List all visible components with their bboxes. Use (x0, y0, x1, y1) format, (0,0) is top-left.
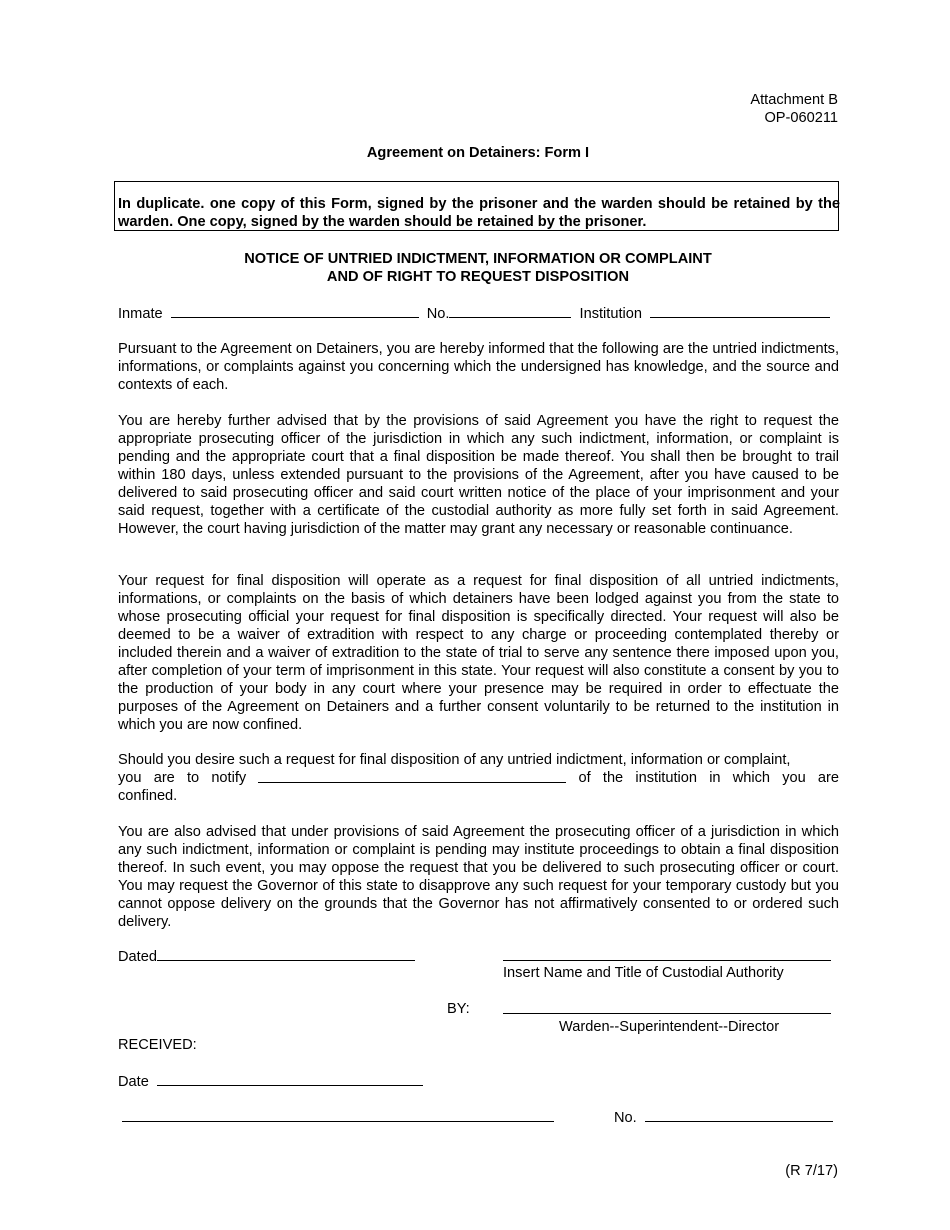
revision-code: (R 7/17) (785, 1163, 838, 1179)
inmate-blank[interactable] (171, 304, 419, 318)
received-number-label: No. (614, 1110, 637, 1126)
p4-word: you (782, 770, 806, 786)
received-number-blank[interactable] (645, 1108, 833, 1122)
p4-word: to (186, 770, 200, 786)
custodial-authority-caption: Insert Name and Title of Custodial Authority (503, 965, 784, 981)
p4-word: you (118, 770, 142, 786)
notice-title-line1: NOTICE OF UNTRIED INDICTMENT, INFORMATION OR COMPLAINT (244, 251, 712, 267)
date-field (118, 1072, 423, 1091)
instruction-box (114, 181, 839, 231)
paragraph-5: You are also advised that under provisions of said Agreement the prosecuting officer of a jurisdiction in which any such indictment, information or complaint is pending may institute proceedings to obtain a final disposition thereof. In such event, you may oppose the request that you be delivered to such prosecuting officer or court. You may request the Governor of this state to disapprove any such request for your temporary custody but you cannot oppose delivery on the grounds that the Governor has not affirmatively consented to or ordered such delivery. (118, 824, 839, 930)
warden-signature-blank[interactable] (503, 1000, 831, 1014)
paragraph-3: Your request for final disposition will operate as a request for final disposition of all untried indictments, informations, or complaints on the basis of which detainers have been lodged against you from the state to whose prosecuting official your request for final disposition is specifically directed. Your request will also be deemed to be a waiver of extradition with respect to any charge or proceeding contemplated thereby or included therein and a waiver of extradition to the state of trial to serve any sentence there imposed upon you, after completion of your term of imprisonment in this state. Your request will also constitute a consent by you to the production of your body in any court where your presence may be required in order to effectuate the purposes of the Agreement on Detainers and a further consent voluntarily to be returned to the institution in which you are now confined. (118, 573, 839, 733)
dated-field (118, 947, 415, 966)
custodial-authority-blank[interactable] (503, 947, 831, 961)
p4-word: which (732, 770, 771, 786)
p4-word: are (153, 770, 175, 786)
dated-label: Dated (118, 949, 157, 965)
received-number-field (614, 1108, 833, 1127)
number-label: No. (426, 306, 450, 322)
paragraph-4-line1: Should you desire such a request for final disposition of any untried indictment, information or complaint, (118, 752, 791, 768)
notice-title-line2: AND OF RIGHT TO REQUEST DISPOSITION (326, 269, 630, 285)
date-blank[interactable] (157, 1072, 423, 1086)
paragraph-1: Pursuant to the Agreement on Detainers, you are hereby informed that the following are the untried indictments, informations, or complaints against you concerning which the undersigned has knowledge, and the source and contexts of each. (118, 341, 839, 393)
received-label: RECEIVED: (118, 1037, 197, 1053)
form-title: Agreement on Detainers: Form I (366, 145, 590, 161)
p4-word: in (709, 770, 721, 786)
notify-blank[interactable] (258, 769, 566, 783)
date-label: Date (118, 1074, 149, 1090)
attachment-label: Attachment B (750, 92, 838, 108)
institution-label: Institution (579, 306, 642, 322)
paragraph-2: You are hereby further advised that by the provisions of said Agreement you have the right to request the appropriate prosecuting officer of the jurisdiction in which any such indictment, information, or complaint is pending and the appropriate court that a final disposition be made thereof. You shall then be brought to trail within 180 days, unless extended pursuant to the provisions of the Agreement, after you have caused to be delivered to said prosecuting officer and said court written notice of the place of your imprisonment and your said request, together with a certificate of the custodial authority as more fully set forth in said Agreement. However, the court having jurisdiction of the matter may grant any necessary or reasonable continuance. (118, 413, 839, 537)
institution-blank[interactable] (650, 304, 830, 318)
p4-word: the (602, 770, 624, 786)
dated-blank[interactable] (157, 947, 415, 961)
paragraph-4-end: confined. (118, 788, 178, 804)
p4-word: of (578, 770, 591, 786)
p4-word: are (817, 770, 839, 786)
by-label: BY: (447, 1001, 470, 1017)
paragraph-4-line2 (118, 769, 839, 787)
inmate-label: Inmate (118, 306, 163, 322)
instruction-text: In duplicate. one copy of this Form, signed by the prisoner and the warden should be retained by the warden. One copy, signed by the warden should be retained by the prisoner. (118, 196, 840, 230)
received-signature-blank[interactable] (122, 1108, 554, 1122)
document-code: OP-060211 (764, 110, 838, 126)
inmate-field-row (118, 304, 830, 323)
p4-word: institution (635, 770, 698, 786)
warden-caption: Warden--Superintendent--Director (559, 1019, 780, 1035)
p4-word: notify (211, 770, 247, 786)
number-blank[interactable] (449, 304, 571, 318)
